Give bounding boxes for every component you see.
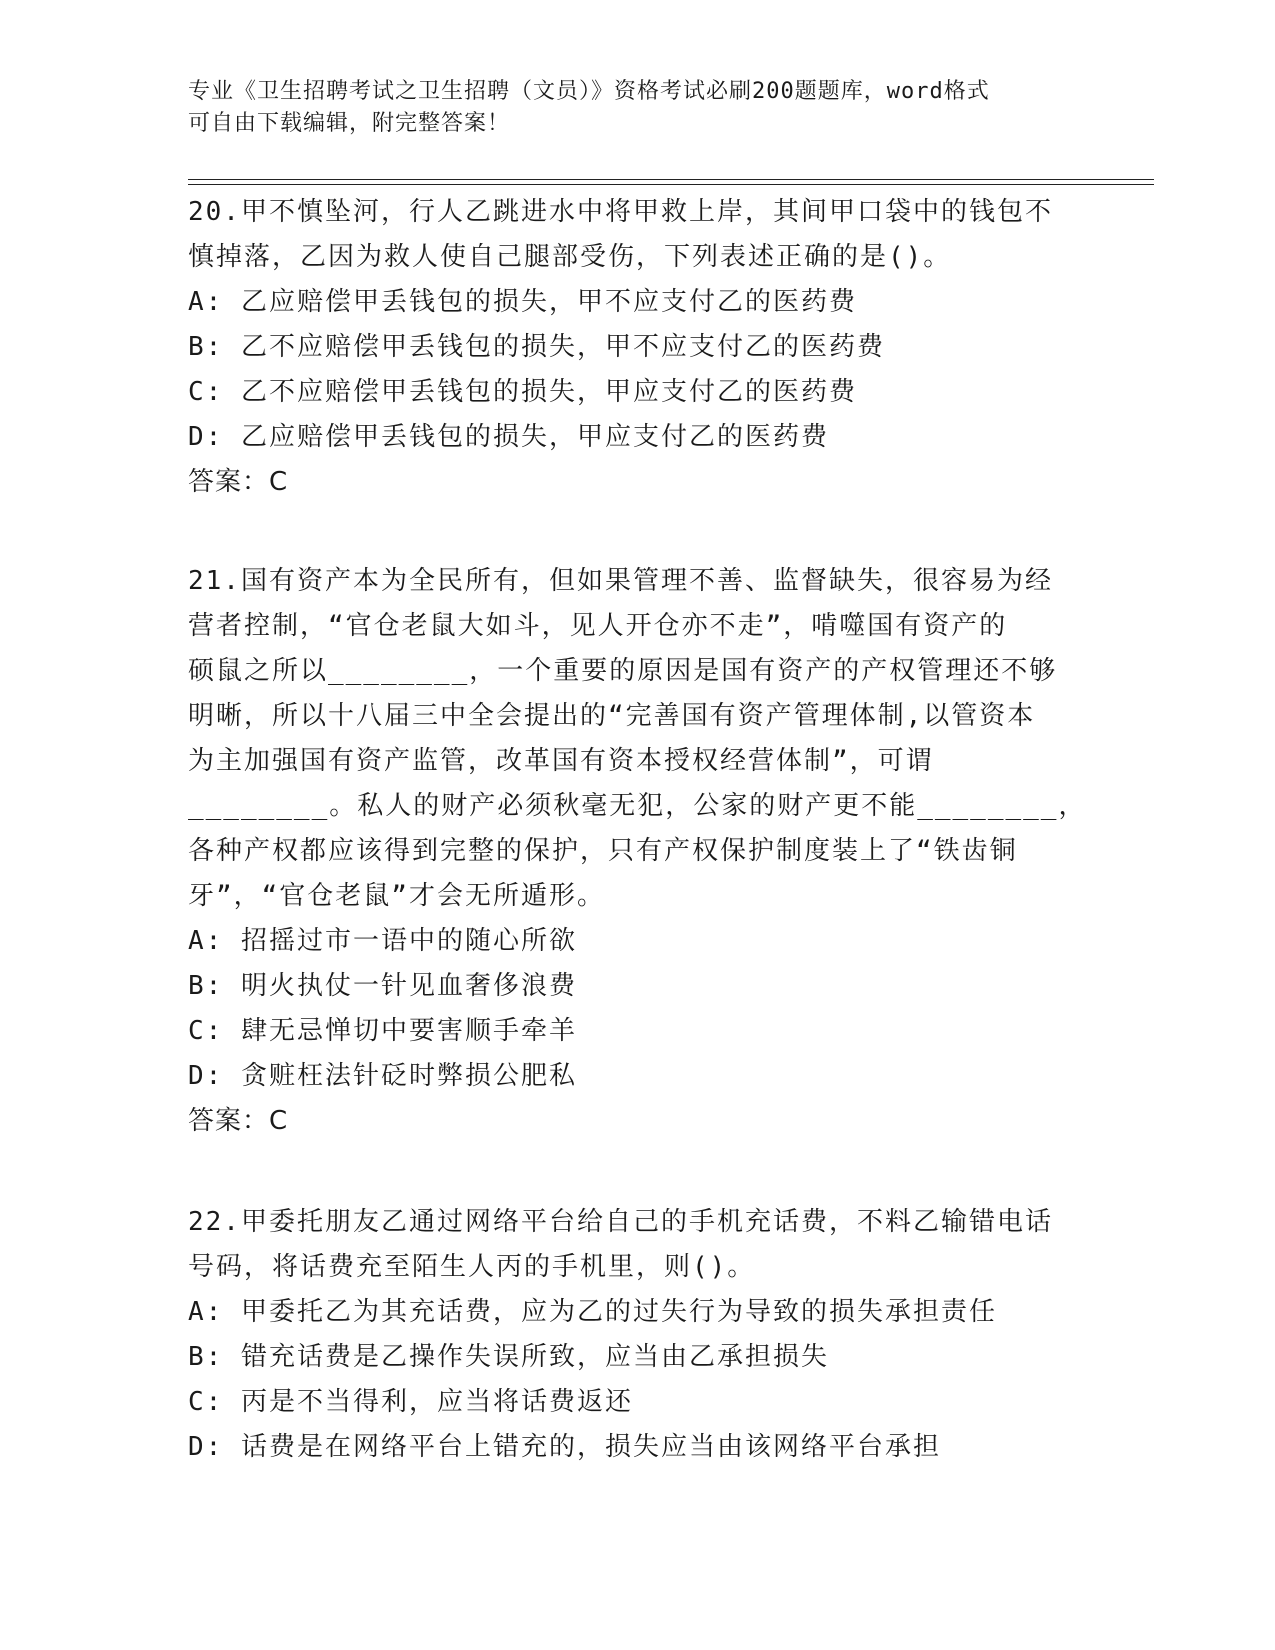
option-b: B: 明火执仗一针见血奢侈浪费: [188, 971, 577, 1001]
header-divider-bottom: [188, 184, 1154, 185]
option-d: D: 贪赃枉法针砭时弊损公肥私: [188, 1061, 577, 1091]
option-c: C: 丙是不当得利，应当将话费返还: [188, 1387, 633, 1417]
question-20: [188, 190, 1078, 505]
question-stem-line: ________。私人的财产必须秋毫无犯，公家的财产更不能________，: [188, 791, 1087, 821]
question-stem-line: 为主加强国有资产监管，改革国有资本授权经营体制”，可谓: [188, 746, 934, 776]
question-stem-line: 明晰，所以十八届三中全会提出的“完善国有资产管理体制,以管资本: [188, 701, 1036, 731]
question-stem-line: 牙”，“官仓老鼠”才会无所遁形。: [188, 881, 605, 911]
option-a: A: 招摇过市一语中的随心所欲: [188, 926, 577, 956]
option-c: C: 肆无忌惮切中要害顺手牵羊: [188, 1016, 577, 1046]
question-stem-line: 各种产权都应该得到完整的保护，只有产权保护制度装上了“铁齿铜: [188, 836, 1018, 866]
question-list: [188, 190, 1087, 1470]
header-divider-top: [188, 179, 1154, 180]
question-21: [188, 559, 1087, 1144]
answer-label: 答案：C: [188, 467, 289, 497]
header-line-1: 专业《卫生招聘考试之卫生招聘（文员）》资格考试必刷200题题库，word格式: [188, 79, 990, 104]
question-spacer: [188, 1144, 1078, 1200]
option-b: B: 乙不应赔偿甲丢钱包的损失，甲不应支付乙的医药费: [188, 332, 885, 362]
option-d: D: 乙应赔偿甲丢钱包的损失，甲应支付乙的医药费: [188, 422, 829, 452]
option-c: C: 乙不应赔偿甲丢钱包的损失，甲应支付乙的医药费: [188, 377, 857, 407]
option-d: D: 话费是在网络平台上错充的，损失应当由该网络平台承担: [188, 1432, 941, 1462]
question-stem-line: 慎掉落，乙因为救人使自己腿部受伤，下列表述正确的是()。: [188, 242, 952, 272]
question-22: [188, 1200, 1078, 1470]
question-stem-line: 号码，将话费充至陌生人丙的手机里，则()。: [188, 1252, 756, 1282]
question-stem-line: 20.甲不慎坠河，行人乙跳进水中将甲救上岸，其间甲口袋中的钱包不: [188, 197, 1053, 227]
question-stem-line: 硕鼠之所以________，一个重要的原因是国有资产的产权管理还不够: [188, 656, 1058, 686]
question-stem-line: 22.甲委托朋友乙通过网络平台给自己的手机充话费，不料乙输错电话: [188, 1207, 1053, 1237]
option-b: B: 错充话费是乙操作失误所致，应当由乙承担损失: [188, 1342, 829, 1372]
question-spacer: [188, 505, 1078, 559]
page-header: [188, 76, 1088, 140]
option-a: A: 乙应赔偿甲丢钱包的损失，甲不应支付乙的医药费: [188, 287, 857, 317]
option-a: A: 甲委托乙为其充话费，应为乙的过失行为导致的损失承担责任: [188, 1297, 997, 1327]
answer-label: 答案：C: [188, 1106, 289, 1136]
question-stem-line: 营者控制，“官仓老鼠大如斗，见人开仓亦不走”，啃噬国有资产的: [188, 611, 1008, 641]
question-stem-line: 21.国有资产本为全民所有，但如果管理不善、监督缺失，很容易为经: [188, 566, 1053, 596]
header-line-2: 可自由下载编辑，附完整答案！: [188, 111, 511, 136]
